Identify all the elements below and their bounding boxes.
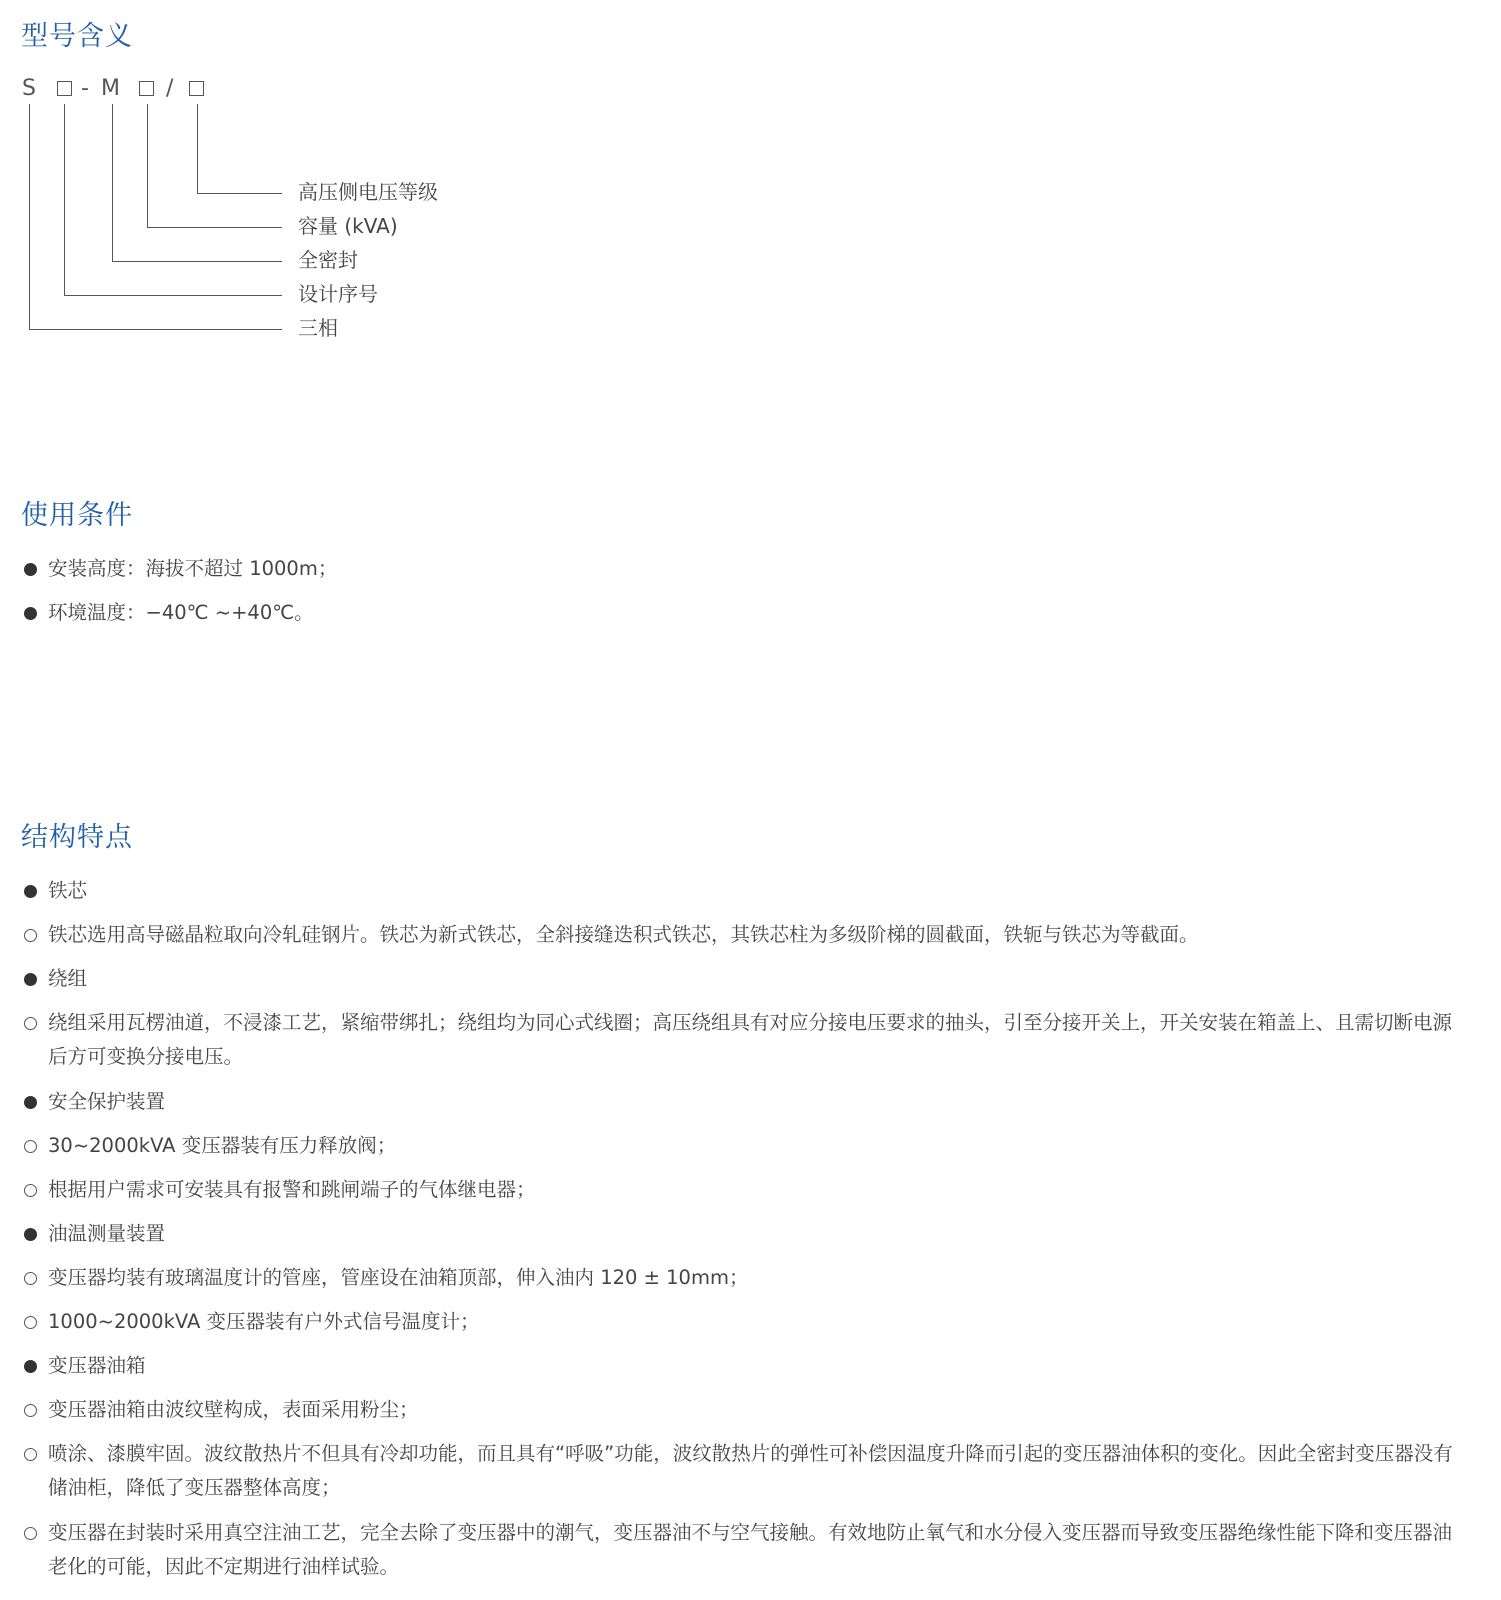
hollow-bullet-icon <box>24 1272 37 1285</box>
feature-detail: 1000~2000kVA 变压器装有户外式信号温度计； <box>48 1310 480 1333</box>
label-three-phase: 三相 <box>298 316 338 340</box>
feature-detail: 变压器在封装时采用真空注油工艺，完全去除了变压器中的潮气，变压器油不与空气接触。有效地防止氧气和水分侵入变压器而导致变压器绝缘性能下降和变压器油老化的可能，因此不定期进行油样试验。 <box>48 1521 1453 1578</box>
hollow-bullet-icon <box>24 1184 37 1197</box>
leader-horizontal-three-phase <box>29 329 282 330</box>
list-item <box>24 552 1461 586</box>
label-hv-voltage-level: 高压侧电压等级 <box>298 180 438 204</box>
leader-horizontal-voltage <box>197 193 282 194</box>
feature-detail: 铁芯选用高导磁晶粒取向冷轧硅钢片。铁芯为新式铁芯，全斜接缝迭积式铁芯，其铁芯柱为多级阶梯的圆截面，铁轭与铁芯为等截面。 <box>48 923 1199 946</box>
list-item <box>24 1305 1461 1339</box>
list-item <box>24 1085 1461 1119</box>
feature-detail: 根据用户需求可安装具有报警和跳闸端子的气体继电器； <box>48 1178 536 1201</box>
hollow-bullet-icon <box>24 1404 37 1417</box>
hollow-bullet-icon <box>24 1140 37 1153</box>
list-item <box>24 1437 1461 1505</box>
code-slash: / <box>166 76 174 101</box>
feature-heading-oil-temp: 油温测量装置 <box>48 1222 166 1245</box>
feature-heading-winding: 绕组 <box>48 967 88 990</box>
code-m: M <box>101 76 120 101</box>
filled-bullet-icon <box>24 973 37 986</box>
list-item <box>24 1261 1461 1295</box>
filled-bullet-icon <box>24 563 37 576</box>
list-item <box>24 918 1461 952</box>
condition-altitude: 安装高度：海拔不超过 1000m； <box>48 557 338 580</box>
feature-detail: 变压器油箱由波纹壁构成，表面采用粉尘； <box>48 1398 419 1421</box>
feature-detail: 绕组采用瓦楞油道，不浸漆工艺，紧缩带绑扎；绕组均为同心式线圈；高压绕组具有对应分接电压要求的抽头，引至分接开关上，开关安装在箱盖上、且需切断电源后方可变换分接电压。 <box>48 1011 1453 1068</box>
label-fully-sealed: 全密封 <box>298 248 358 272</box>
feature-detail: 喷涂、漆膜牢固。波纹散热片不但具有冷却功能，而且具有“呼吸”功能，波纹散热片的弹性可补偿因温度升降而引起的变压器油体积的变化。因此全密封变压器没有储油柜，降低了变压器整体高度； <box>48 1442 1453 1499</box>
leader-vertical-voltage <box>197 104 198 193</box>
code-s: S <box>22 76 36 101</box>
filled-bullet-icon <box>24 1360 37 1373</box>
hollow-bullet-icon <box>24 1527 37 1540</box>
list-item <box>24 1006 1461 1074</box>
feature-detail: 30~2000kVA 变压器装有压力释放阀； <box>48 1134 397 1157</box>
list-item <box>24 1516 1461 1584</box>
list-item <box>24 1349 1461 1383</box>
list-item <box>24 1217 1461 1251</box>
leader-vertical-three-phase <box>29 104 30 329</box>
leader-horizontal-design-number <box>64 295 282 296</box>
leader-horizontal-capacity <box>147 227 282 228</box>
label-capacity: 容量 (kVA) <box>298 214 398 238</box>
feature-detail: 变压器均装有玻璃温度计的管座，管座设在油箱顶部，伸入油内 120 ± 10mm； <box>48 1266 749 1289</box>
filled-bullet-icon <box>24 607 37 620</box>
list-item <box>24 962 1461 996</box>
condition-temperature: 环境温度：−40℃ ~+40℃。 <box>48 601 314 624</box>
list-item <box>24 1129 1461 1163</box>
hollow-bullet-icon <box>24 1017 37 1030</box>
code-box-voltage <box>189 81 204 96</box>
label-design-number: 设计序号 <box>298 282 378 306</box>
filled-bullet-icon <box>24 1096 37 1109</box>
list-item <box>24 874 1461 908</box>
list-item <box>24 596 1461 630</box>
model-meaning-title: 型号含义 <box>21 21 133 52</box>
leader-vertical-design-number <box>64 104 65 295</box>
feature-heading-safety: 安全保护装置 <box>48 1090 166 1113</box>
filled-bullet-icon <box>24 885 37 898</box>
leader-vertical-sealed <box>112 104 113 261</box>
hollow-bullet-icon <box>24 1448 37 1461</box>
filled-bullet-icon <box>24 1228 37 1241</box>
feature-heading-oil-tank: 变压器油箱 <box>48 1354 146 1377</box>
usage-conditions-title: 使用条件 <box>21 500 133 531</box>
hollow-bullet-icon <box>24 1316 37 1329</box>
code-box-capacity <box>139 81 154 96</box>
structural-features-title: 结构特点 <box>21 822 133 853</box>
leader-horizontal-sealed <box>112 261 282 262</box>
list-item <box>24 1393 1461 1427</box>
code-box-design-number <box>57 81 72 96</box>
list-item <box>24 1173 1461 1207</box>
code-dash: - <box>81 76 89 101</box>
feature-heading-core: 铁芯 <box>48 879 88 902</box>
leader-vertical-capacity <box>147 104 148 227</box>
hollow-bullet-icon <box>24 929 37 942</box>
